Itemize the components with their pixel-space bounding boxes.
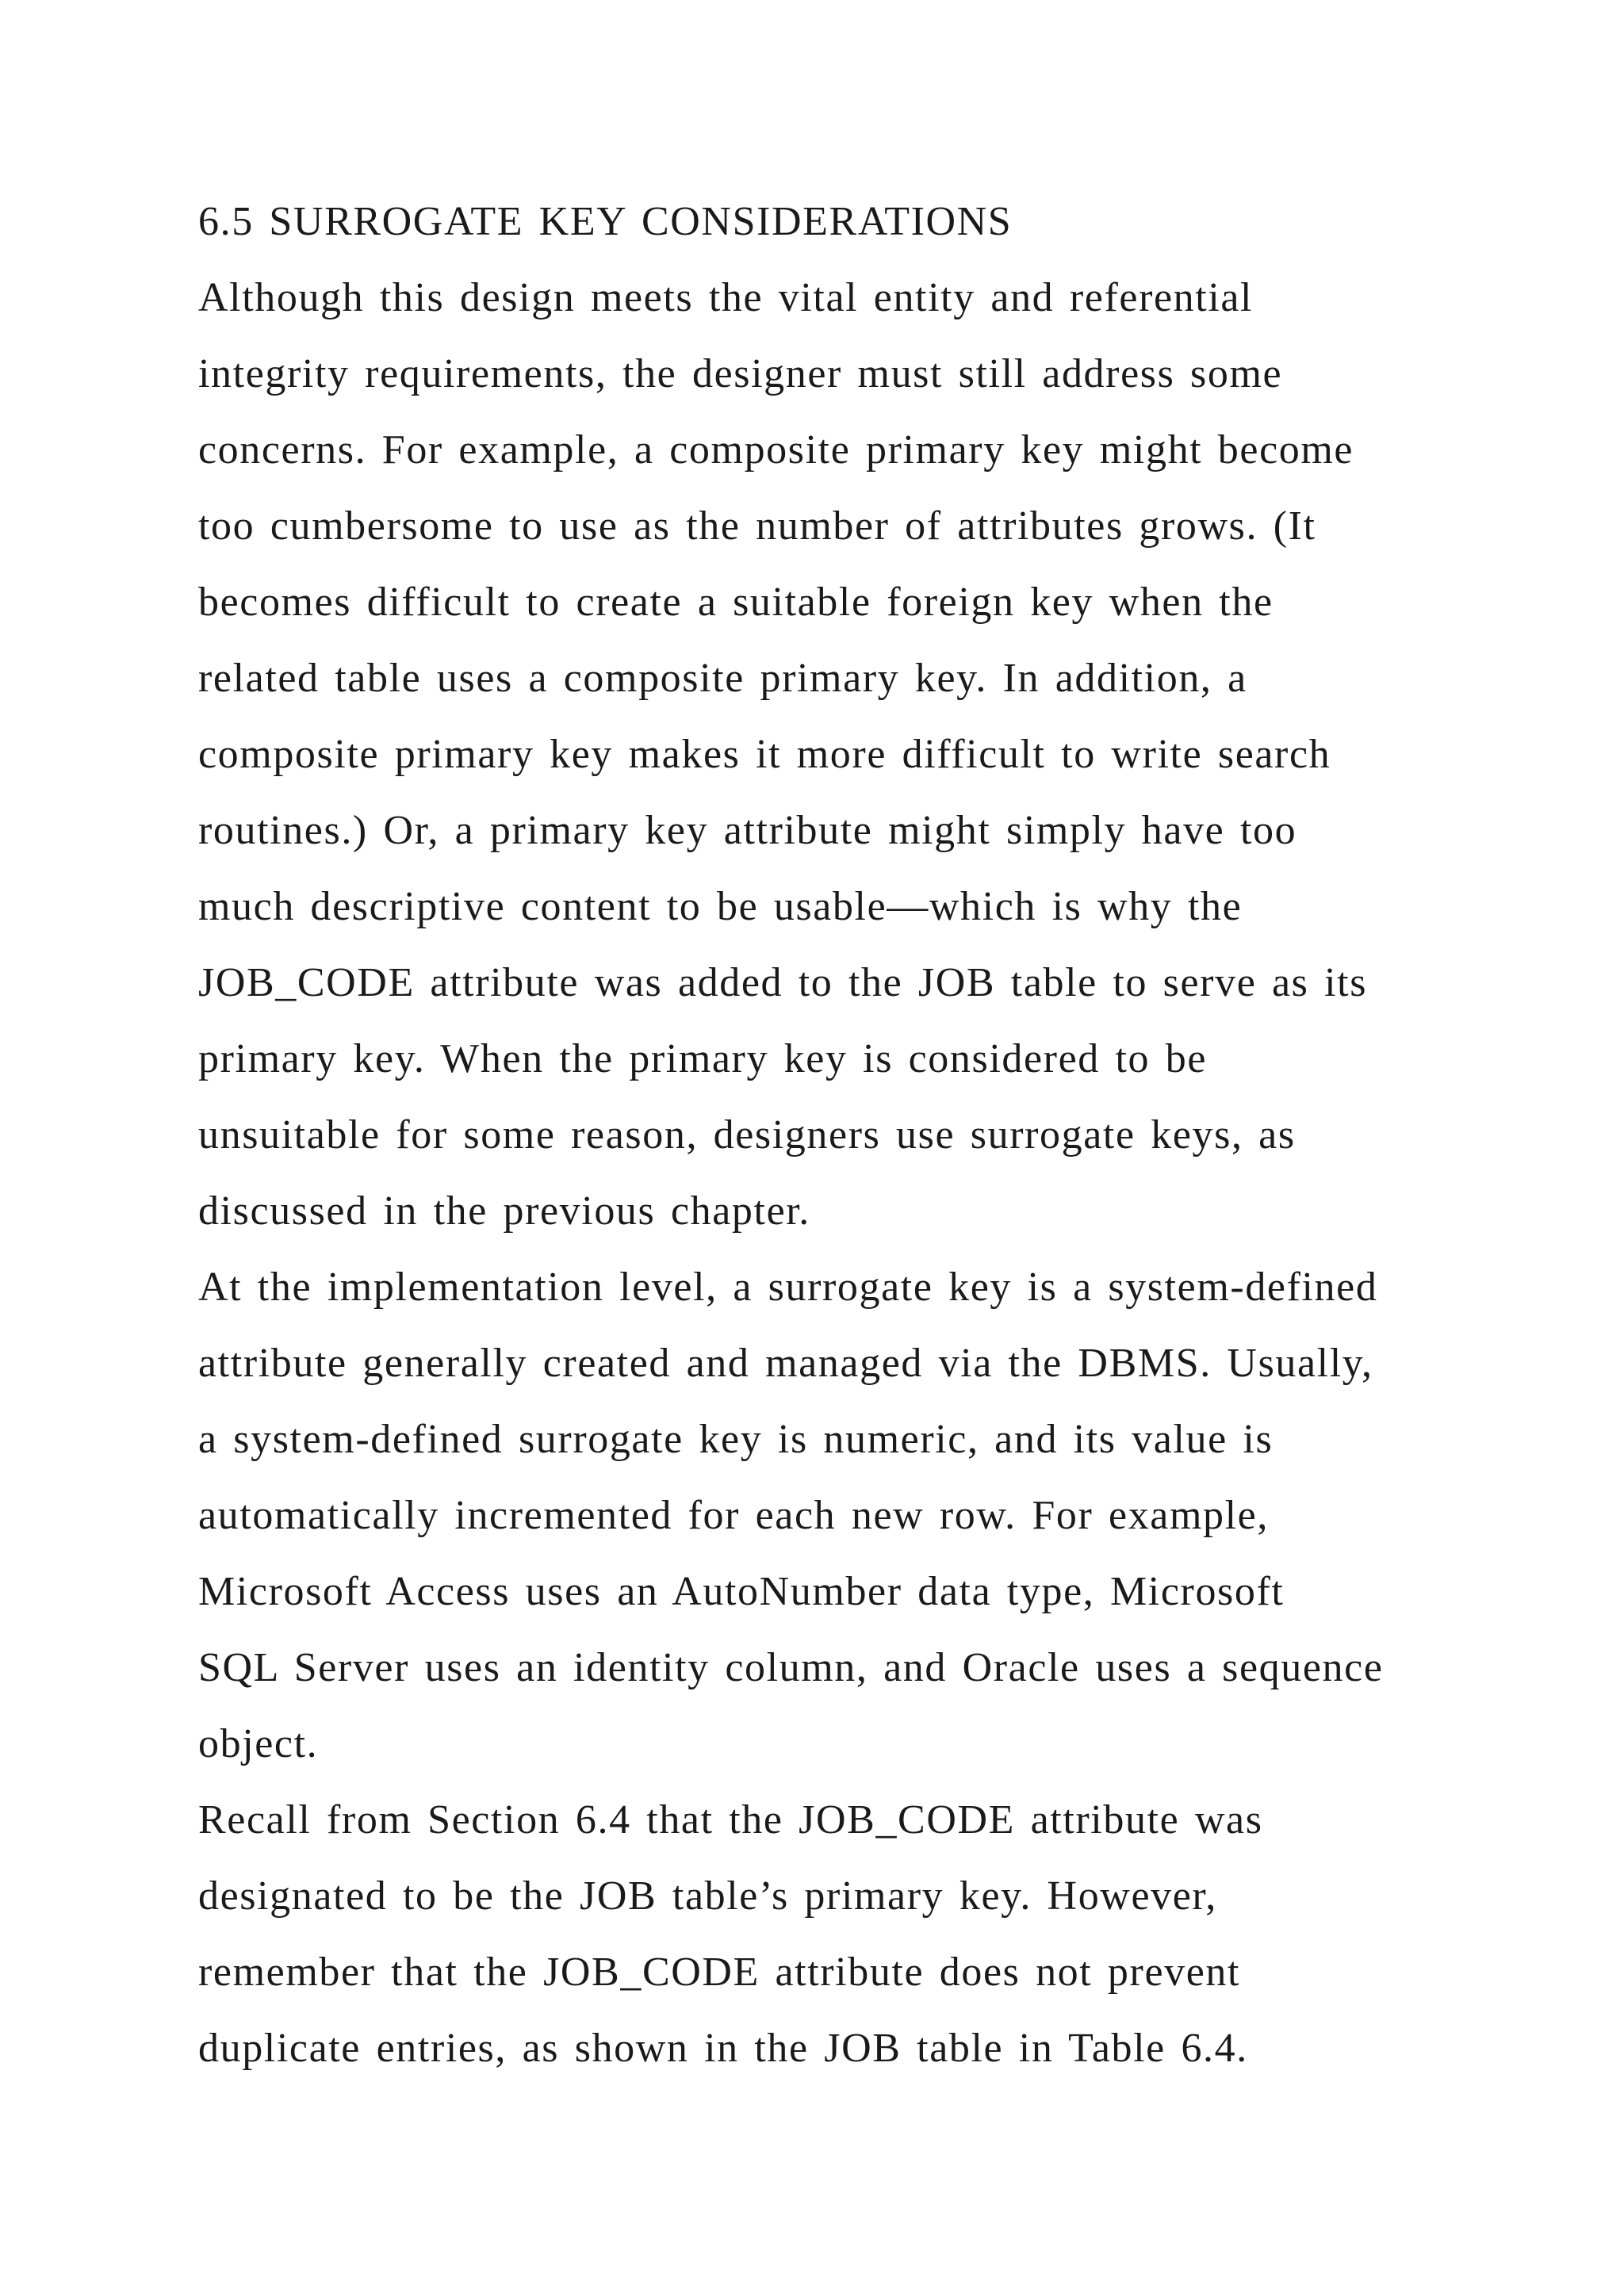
- text-line: much descriptive content to be usable—which is why the: [198, 884, 1243, 929]
- text-line: a system-defined surrogate key is numeric, and its value is: [198, 1417, 1274, 1462]
- document-body: [198, 184, 1562, 2087]
- text-line: automatically incremented for each new row. For example,: [198, 1493, 1269, 1538]
- text-line: integrity requirements, the designer must still address some: [198, 351, 1283, 396]
- text-line: Although this design meets the vital entity and referential: [198, 275, 1254, 320]
- text-line: Microsoft Access uses an AutoNumber data type, Microsoft: [198, 1569, 1285, 1614]
- text-line: unsuitable for some reason, designers use surrogate keys, as: [198, 1112, 1296, 1158]
- text-line: duplicate entries, as shown in the JOB table in Table 6.4.: [198, 2026, 1248, 2071]
- text-line: composite primary key makes it more difficult to write search: [198, 732, 1331, 777]
- text-line: too cumbersome to use as the number of attributes grows. (It: [198, 503, 1316, 549]
- text-line: remember that the JOB_CODE attribute does not prevent: [198, 1950, 1241, 1995]
- text-line: attribute generally created and managed via the DBMS. Usually,: [198, 1341, 1373, 1386]
- text-line: designated to be the JOB table’s primary key. However,: [198, 1873, 1217, 1919]
- text-line: concerns. For example, a composite primary key might become: [198, 427, 1354, 473]
- section-heading: 6.5 SURROGATE KEY CONSIDERATIONS: [198, 199, 1013, 244]
- text-line: related table uses a composite primary key. In addition, a: [198, 656, 1247, 701]
- text-line: SQL Server uses an identity column, and Oracle uses a sequence: [198, 1645, 1384, 1690]
- text-line: discussed in the previous chapter.: [198, 1188, 810, 1234]
- text-line: Recall from Section 6.4 that the JOB_CODE attribute was: [198, 1797, 1263, 1843]
- text-line: JOB_CODE attribute was added to the JOB table to serve as its: [198, 960, 1368, 1005]
- text-line: object.: [198, 1721, 319, 1766]
- text-line: At the implementation level, a surrogate key is a system-defined: [198, 1265, 1378, 1310]
- text-line: routines.) Or, a primary key attribute might simply have too: [198, 808, 1297, 853]
- text-line: becomes difficult to create a suitable foreign key when the: [198, 580, 1274, 625]
- text-line: primary key. When the primary key is considered to be: [198, 1036, 1207, 1081]
